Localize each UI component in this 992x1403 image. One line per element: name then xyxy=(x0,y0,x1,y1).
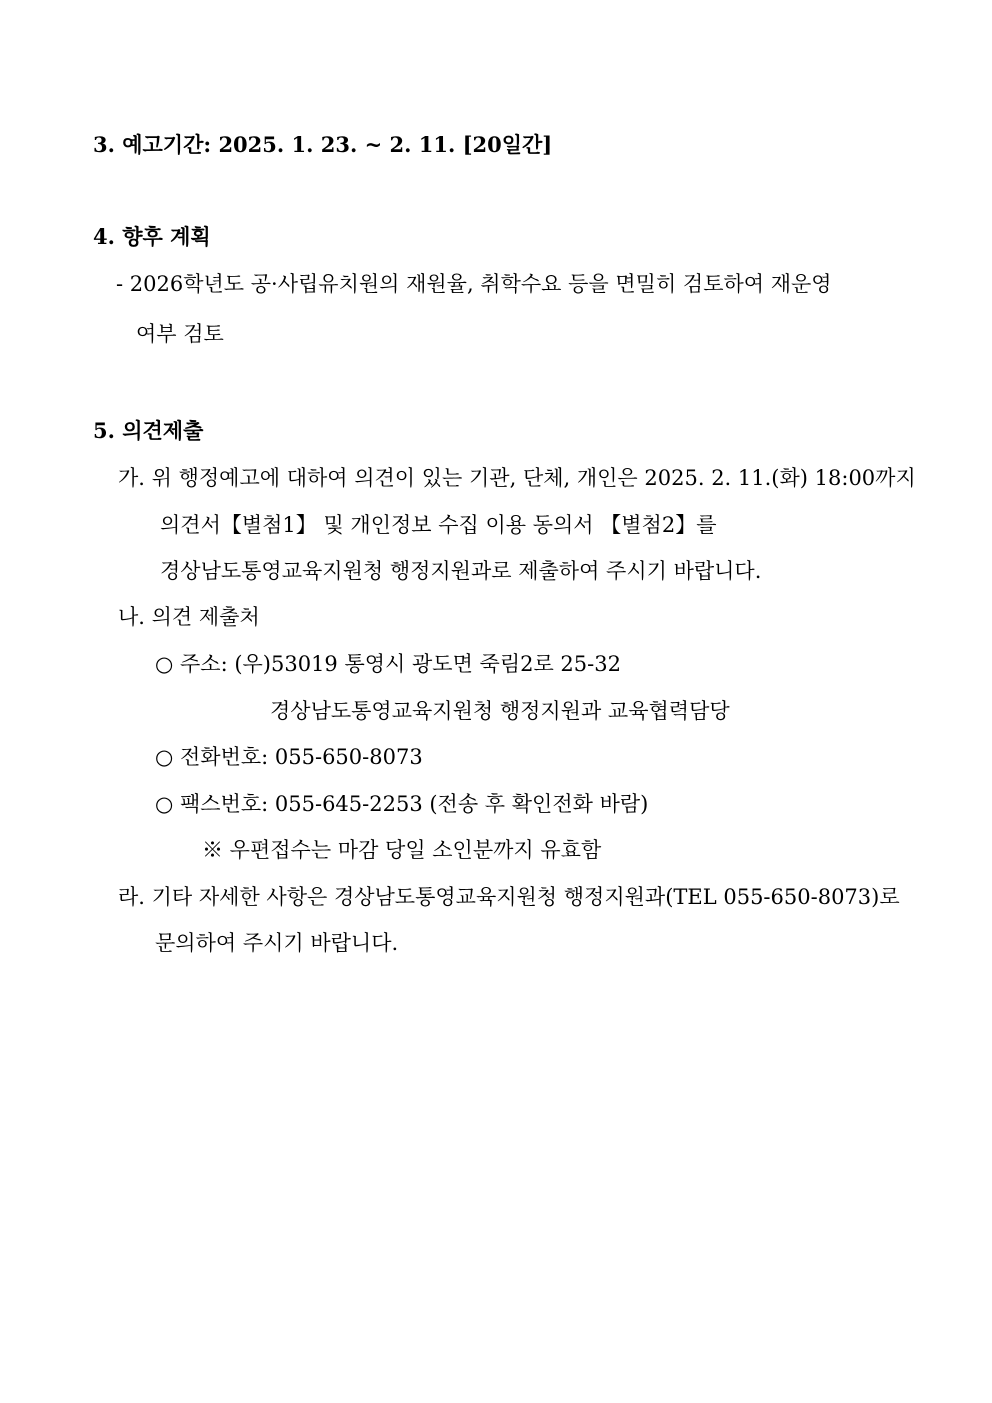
mail-note: ※ 우편접수는 마감 당일 소인분까지 유효함 xyxy=(202,838,602,862)
phone-line: ○ 전화번호: 055-650-8073 xyxy=(155,745,423,769)
item-ga-line-3: 경상남도통영교육지원청 행정지원과로 제출하여 주시기 바랍니다. xyxy=(160,559,762,583)
item-ra-line-2: 문의하여 주시기 바랍니다. xyxy=(155,931,399,955)
section-3-heading: 3. 예고기간: 2025. 1. 23. ~ 2. 11. [20일간] xyxy=(93,132,553,157)
item-ra-line-1: 라. 기타 자세한 사항은 경상남도통영교육지원청 행정지원과(TEL 055-650-8073)로 xyxy=(118,885,900,909)
address-detail-line: 경상남도통영교육지원청 행정지원과 교육협력담당 xyxy=(270,699,730,723)
section-5-heading: 5. 의견제출 xyxy=(93,418,204,443)
address-line: ○ 주소: (우)53019 통영시 광도면 죽림2로 25-32 xyxy=(155,652,621,676)
fax-line: ○ 팩스번호: 055-645-2253 (전송 후 확인전화 바람) xyxy=(155,792,649,816)
section-4-line-2: 여부 검토 xyxy=(136,322,224,346)
item-ga-line-2: 의견서【별첨1】 및 개인정보 수집 이용 동의서 【별첨2】를 xyxy=(160,513,717,537)
section-4-line-1: - 2026학년도 공·사립유치원의 재원율, 취학수요 등을 면밀히 검토하여 재운영 xyxy=(116,272,832,296)
section-4-heading: 4. 향후 계획 xyxy=(93,224,211,249)
item-na-title: 나. 의견 제출처 xyxy=(118,605,260,629)
item-ga-line-1: 가. 위 행정예고에 대하여 의견이 있는 기관, 단체, 개인은 2025. 2. 11.(화) 18:00까지 xyxy=(118,466,916,490)
